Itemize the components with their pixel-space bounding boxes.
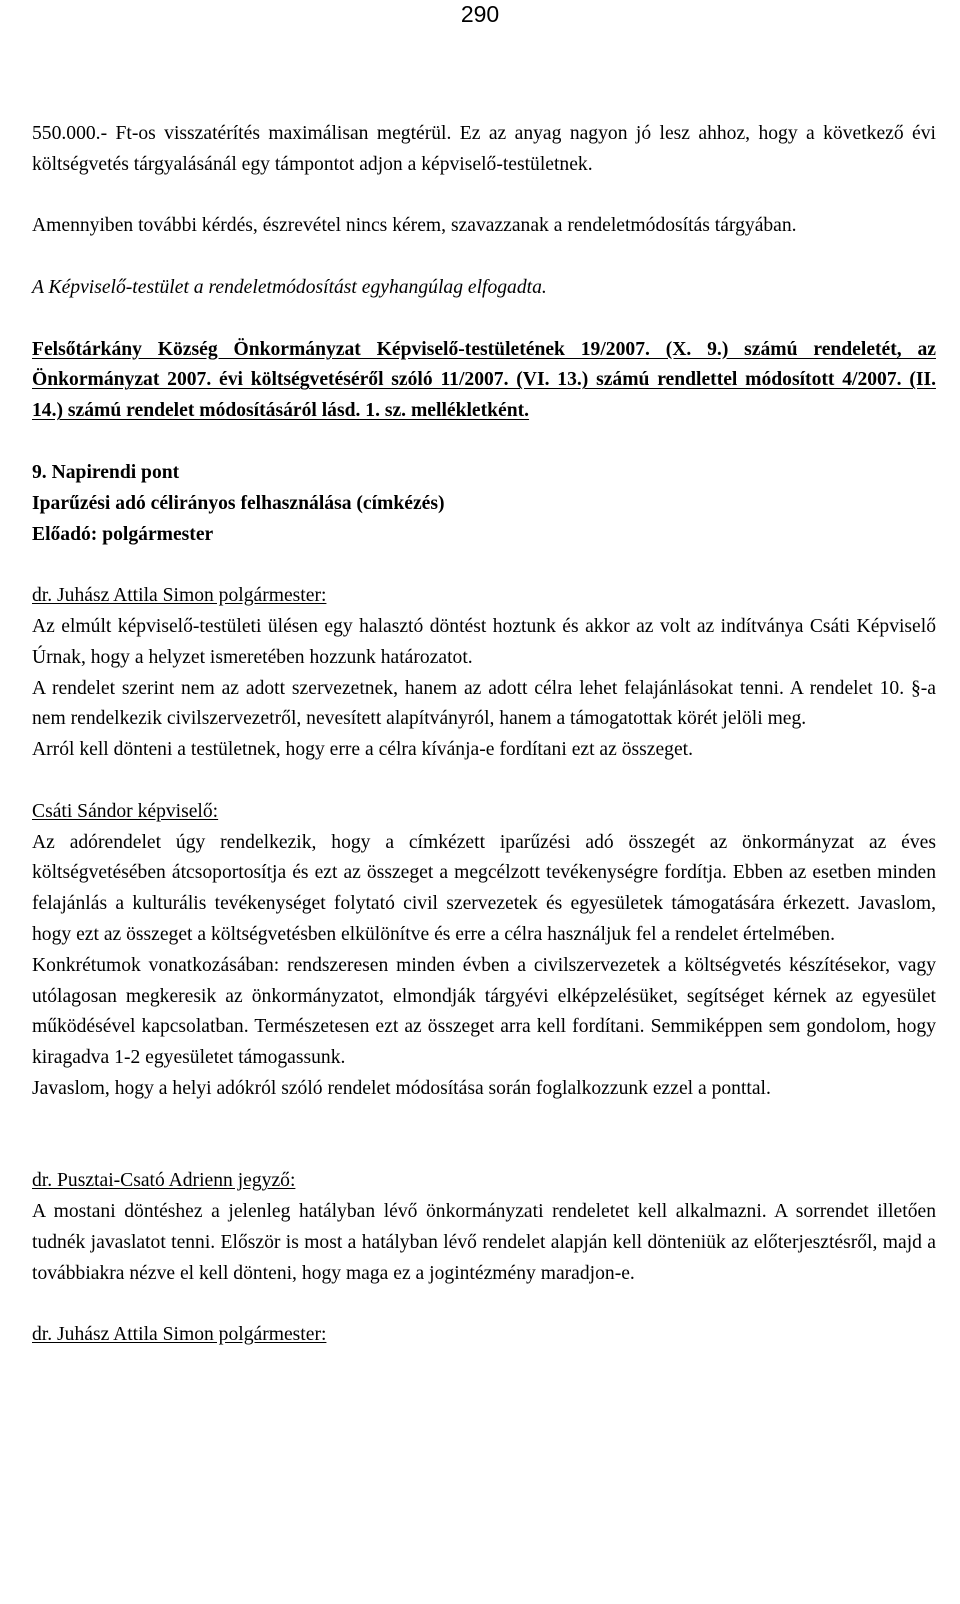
speaker-name: dr. Pusztai-Csató Adrienn jegyző: bbox=[32, 1170, 296, 1192]
paragraph-vote-result: A Képviselő-testület a rendeletmódosítást egyhangúlag elfogadta. bbox=[32, 276, 547, 298]
speech-csati bbox=[32, 797, 936, 1105]
resolution-reference bbox=[32, 335, 936, 428]
agenda-title: Iparűzési adó célirányos felhasználása (címkézés) bbox=[32, 492, 445, 514]
agenda-block bbox=[32, 458, 936, 550]
agenda-number: 9. Napirendi pont bbox=[32, 462, 180, 484]
paragraph-vote-request: Amennyiben további kérdés, észrevétel nincs kérem, szavazzanak a rendeletmódosítás tárgyában. bbox=[32, 215, 797, 237]
speech-line: Az adórendelet úgy rendelkezik, hogy a címkézett iparűzési adó összegét az önkormányzat az éves költségvetésében átcsoportosítja és ezt az összeget a megcélzott tevékenységre fordítja. Ebben az esetben minden felajánlás a kulturális tevékenységet folytató civil szervezetek és egyesületek támogatására érkezett. Javaslom, hogy ezt az összeget a költségvetésben elkülönítve és erre a célra használjuk fel a rendelet értelmében. bbox=[32, 831, 936, 946]
speaker-name: dr. Juhász Attila Simon polgármester: bbox=[32, 585, 327, 607]
speech-line: A rendelet szerint nem az adott szervezetnek, hanem az adott célra lehet felajánlásokat tenni. A rendelet 10. §-a nem rendelkezik civilszervezetről, nevesített alapítványról, hanem a támogatottak körét jelöli meg. bbox=[32, 677, 936, 730]
speech-line: A mostani döntéshez a jelenleg hatályban lévő önkormányzati rendeletet kell alkalmazni. A sorrendet illetően tudnék javaslatot tenni. Először is most a hatályban lévő rendelet alapján kell dönteniük az előterjesztésről, majd a továbbiakra nézve el kell dönteni, hogy maga ez a jogintézmény maradjon-e. bbox=[32, 1201, 936, 1284]
speaker-name: Csáti Sándor képviselő: bbox=[32, 800, 219, 822]
speech-line: Az elmúlt képviselő-testületi ülésen egy halasztó döntést hoztunk és akkor az volt az indítványa Csáti Képviselő Úrnak, hogy a helyzet ismeretében hozzunk határozatot. bbox=[32, 616, 936, 668]
speaker-name: dr. Juhász Attila Simon polgármester: bbox=[32, 1324, 327, 1346]
page-number: 290 bbox=[460, 1, 500, 27]
speech-line: Konkrétumok vonatkozásában: rendszeresen minden évben a civilszervezetek a költségvetés készítésekor, vagy utólagosan megkeresik az önkormányzatot, elmondják tárgyévi elképzelésüket, segítséget kérnek az egyesület működésével kapcsolatban. Természetesen ezt az összeget arra kell fordítani. Semmiképpen sem gondolom, hogy kiragadva 1-2 egyesületet támogassunk. bbox=[32, 954, 936, 1069]
speech-notary bbox=[32, 1166, 936, 1289]
paragraph-refund: 550.000.- Ft-os visszatérítés maximálisan megtérül. Ez az anyag nagyon jó lesz ahhoz, hogy a következő évi költségvetés tárgyalásánál egy támpontot adjon a képviselő-testületnek. bbox=[32, 123, 936, 175]
speech-mayor bbox=[32, 581, 936, 766]
agenda-presenter: Előadó: polgármester bbox=[32, 523, 214, 545]
speech-mayor-2 bbox=[32, 1320, 936, 1351]
resolution-text: Felsőtárkány Község Önkormányzat Képviselő-testületének 19/2007. (X. 9.) számú rendeletét, az Önkormányzat 2007. évi költségvetéséről szóló 11/2007. (VI. 13.) számú rendlettel módosított 4/2007. (II. 14.) számú rendelet módosításáról lásd. 1. sz. mellékletként. bbox=[32, 338, 936, 422]
speech-line: Javaslom, hogy a helyi adókról szóló rendelet módosítása során foglalkozzunk ezzel a ponttal. bbox=[32, 1078, 771, 1100]
document-body bbox=[32, 119, 936, 1351]
speech-line: Arról kell dönteni a testületnek, hogy erre a célra kívánja-e fordítani ezt az összeget. bbox=[32, 739, 694, 761]
